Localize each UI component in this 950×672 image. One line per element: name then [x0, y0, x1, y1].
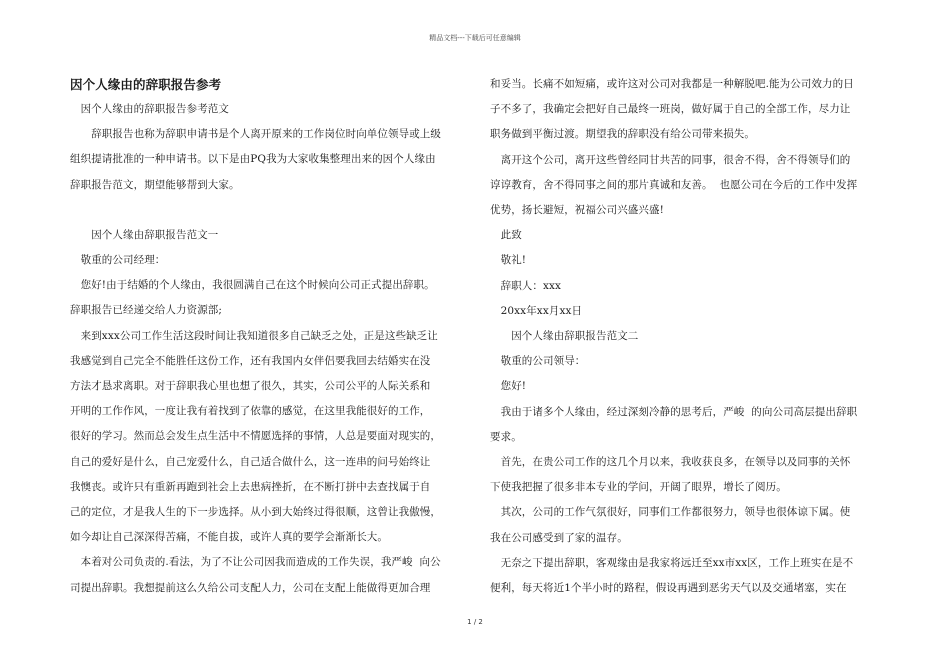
text-line: 首先，在贵公司工作的这几个月以来，我收获良多，在领导以及同事的关怀	[490, 456, 851, 469]
text-line: 谆谆教育，舍不得同事之间的那片真诚和友善。 也愿公司在今后的工作中发挥	[490, 178, 858, 191]
text-line: 方法才恳求离职。对于辞职我心里也想了很久，其实，公司公平的人际关系和	[70, 380, 431, 393]
text-line: 您好!	[490, 380, 527, 393]
text-line: 离开这个公司，离开这些曾经同甘共苦的同事，很舍不得，舍不得领导们的	[490, 153, 851, 166]
text-line: 自己的爱好是什么，自己宠爱什么，自己适合做什么，这一连串的问号始终让	[70, 455, 431, 468]
text-line: 组织提请批准的一种申请书。以下是由PQ我为大家收集整理出来的因个人缘由	[70, 153, 436, 166]
text-line: 和妥当。长痛不如短痛，或许这对公司对我都是一种解脱吧.能为公司效力的日	[490, 78, 854, 90]
text-line: 如今却让自己深深得苦痛，不能自拔，或许人真的要学会渐渐长大。	[70, 531, 388, 544]
text-line: 职务做到平衡过渡。期望我的辞职没有给公司带来损失。	[490, 128, 755, 141]
text-line: 其次，公司的工作气氛很好，同事们工作都很努力，领导也很体谅下属。使	[490, 506, 851, 519]
text-line: 您好!由于结婚的个人缘由，我很圆满自己在这个时候向公司正式提出辞职。	[70, 279, 435, 292]
text-line: 无奈之下提出辞职，客观缘由是我家将远迁至xx市xx区，工作上班实在是不	[490, 556, 854, 569]
right-column	[490, 72, 880, 601]
text-line: 己的定位，才是我人生的下一步选择。从小到大始终过得很顺，这曾让我傲慢，	[70, 506, 441, 519]
text-line: 本着对公司负责的.看法，为了不让公司因我而造成的工作失误，我严峻 向公	[70, 556, 441, 569]
left-text-body	[70, 97, 460, 601]
text-line: 我感觉到自己完全不能胜任这份工作，还有我国内女伴侣要我回去结婚实在没	[70, 354, 431, 367]
left-column	[70, 72, 460, 601]
text-line: 便利，每天将近1个半小时的路程，假设再遇到恶劣天气以及交通堵塞，实在	[490, 582, 847, 595]
text-line: 此致	[490, 229, 522, 242]
text-line: 子不多了，我确定会把好自己最终一班岗，做好属于自己的全部工作，尽力让	[490, 103, 851, 116]
text-line: 下使我把握了很多非本专业的学问，开阔了眼界，增长了阅历。	[490, 481, 787, 494]
text-line: 来到xxx公司工作生活这段时间让我知道很多自己缺乏之处，正是这些缺乏让	[70, 329, 438, 342]
text-line: 开明的工作作风，一度让我有着找到了依靠的感觉，在这里我能很好的工作，	[70, 405, 431, 418]
text-line: 因个人缘由的辞职报告参考范文	[70, 103, 229, 115]
text-line: 因个人缘由辞职报告范文一	[70, 228, 219, 241]
text-line: 司提出辞职。我想提前这么久给公司支配人力，公司在支配上能做得更加合理	[70, 581, 431, 594]
text-line: 辞职报告范文，期望能够帮到大家。	[70, 178, 240, 191]
text-line: 20xx年xx月xx日	[490, 304, 583, 317]
text-line: 我懊丧。或许只有重新再跑到社会上去患病挫折，在不断打拼中去查找属于自	[70, 480, 431, 493]
text-line	[70, 198, 460, 223]
text-line: 很好的学习。然而总会发生点生活中不情愿选择的事情，人总是要面对现实的，	[70, 430, 441, 443]
text-line: 优势，扬长避短，祝福公司兴盛兴盛!	[490, 204, 664, 217]
text-line: 辞职报告也称为辞职申请书是个人离开原来的工作岗位时向单位领导或上级	[70, 128, 441, 141]
text-line: 辞职报告已经递交给人力资源部;	[70, 304, 223, 317]
text-line: 因个人缘由辞职报告范文二	[490, 330, 639, 343]
document-title: 因个人缘由的辞职报告参考	[70, 77, 222, 92]
text-line: 我由于诸多个人缘由，经过深刻冷静的思考后，严峻 的向公司高层提出辞职	[490, 405, 858, 418]
page-number: 1 / 2	[467, 618, 483, 626]
text-line: 要求。	[490, 430, 522, 443]
text-line: 敬重的公司经理：	[70, 254, 166, 267]
text-line: 我在公司感受到了家的温存。	[490, 531, 628, 544]
page-header: 精品文档---下载后可任意编辑	[429, 34, 521, 42]
text-line: 敬礼!	[490, 254, 527, 267]
text-line: 敬重的公司领导：	[490, 355, 586, 368]
right-text-body	[490, 72, 880, 601]
text-line: 辞职人：xxx	[490, 279, 562, 292]
